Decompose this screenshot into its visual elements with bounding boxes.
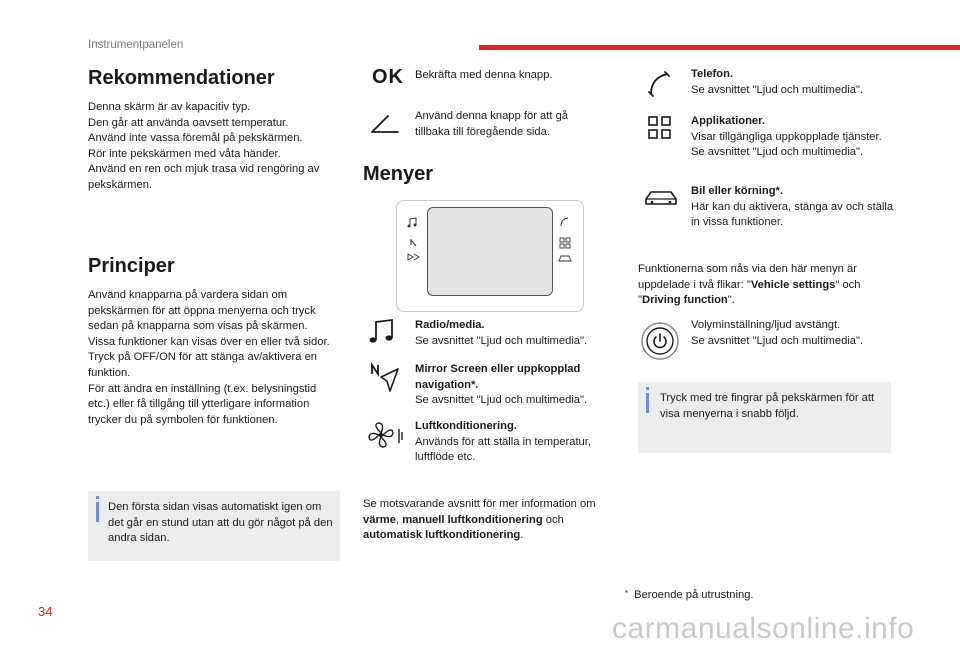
menu-item-desc: Används för att ställa in temperatur, luftflöde etc.: [415, 435, 591, 464]
car-icon: [643, 187, 679, 211]
menu-item-desc: Se avsnittet "Ljud och multimedia".: [415, 334, 588, 347]
menu-item-title: Bil eller körning*.: [691, 185, 784, 197]
menu-item-applications: [691, 114, 896, 161]
tip-box-1: [88, 491, 340, 561]
functions-text: Funktionerna som nås via den här menyn är uppdelade i två flikar: "Vehicle settings" och "Driving function".: [638, 263, 861, 307]
screen-right-icons: [557, 216, 575, 266]
back-desc: Använd denna knapp för att gå tillbaka till föregående sida.: [415, 110, 569, 138]
menu-item-title: Mirror Screen eller uppkopplad navigation*.: [415, 363, 581, 391]
section-header: Instrumentpanelen: [88, 39, 184, 51]
menu-item-title: Luftkonditionering.: [415, 420, 517, 432]
watermark: carmanualsonline.info: [612, 612, 915, 645]
menu-item-title: Telefon.: [691, 68, 734, 80]
header-accent-bar: [479, 45, 960, 50]
volume-desc: Volyminställning/ljud avstängt. Se avsnittet "Ljud och multimedia".: [691, 319, 864, 347]
menu-item-desc: Här kan du aktivera, stänga av och ställa in vissa funktioner.: [691, 200, 894, 229]
menu-item-phone: [691, 67, 896, 98]
recommendations-title: Rekommendationer: [88, 67, 275, 89]
footnote: * Beroende på utrustning.: [625, 589, 754, 601]
volume-power-knob-icon: [640, 321, 680, 361]
principles-text: Använd knapparna på vardera sidan om pekskärmen för att öppna menyerna och tryck sedan på knapparna som visas på skärmen. Vissa funktioner kan visas över en eller två sidor. Tryck på OFF/ON för att stänga av/aktivera en funktion. För att ändra en inställning (t.ex. belysningstid etc.) eller få tillgång till ytterligare information trycker du på symbolen för funktionen.: [88, 289, 330, 426]
ok-icon: OK: [372, 66, 404, 88]
menu-item-aircon: [415, 419, 610, 466]
ok-desc: Bekräfta med denna knapp.: [415, 69, 553, 81]
principles-title: Principer: [88, 255, 175, 277]
tip-text-2: Tryck med tre fingrar på pekskärmen för att visa menyerna i snabb följd.: [660, 392, 875, 420]
back-arrow-icon: [368, 110, 402, 140]
menu-item-vehicle: [691, 184, 896, 231]
recommendations-text: Denna skärm är av kapacitiv typ. Den går att använda oavsett temperatur. Använd inte vassa föremål på pekskärmen. Rör inte pekskärmen med våta händer. Använd en ren och mjuk trasa vid rengöring av pekskärmen.: [88, 101, 320, 191]
info-icon: [96, 496, 99, 499]
menus-title: Menyer: [363, 163, 434, 185]
touchscreen-display: [427, 207, 553, 296]
applications-grid-icon: [647, 115, 673, 141]
phone-icon: [643, 68, 677, 98]
info-icon: [646, 387, 649, 390]
menu-item-desc: Visar tillgängliga uppkopplade tjänster. Se avsnittet "Ljud och multimedia".: [691, 130, 882, 159]
tip-text-1: Den första sidan visas automatiskt igen om det går en stund utan att du gör något på den andra sidan.: [108, 501, 333, 545]
fan-icon: [366, 420, 406, 450]
menu-item-desc: Se avsnittet "Ljud och multimedia".: [691, 83, 864, 96]
menu-item-desc: Se avsnittet "Ljud och multimedia".: [415, 394, 588, 407]
music-note-icon: [366, 317, 400, 347]
tip-box-2: [638, 382, 891, 453]
page-number: 34: [38, 604, 53, 619]
screen-left-icons: [405, 216, 423, 266]
menu-item-radio: [415, 318, 610, 349]
menu-item-title: Radio/media.: [415, 319, 485, 331]
menus-note: Se motsvarande avsnitt för mer information om värme, manuell luftkonditionering och automatisk luftkonditionering.: [363, 498, 596, 542]
menu-item-title: Applikationer.: [691, 115, 765, 127]
navigation-icon: [368, 362, 402, 396]
menu-item-navigation: [415, 362, 610, 409]
